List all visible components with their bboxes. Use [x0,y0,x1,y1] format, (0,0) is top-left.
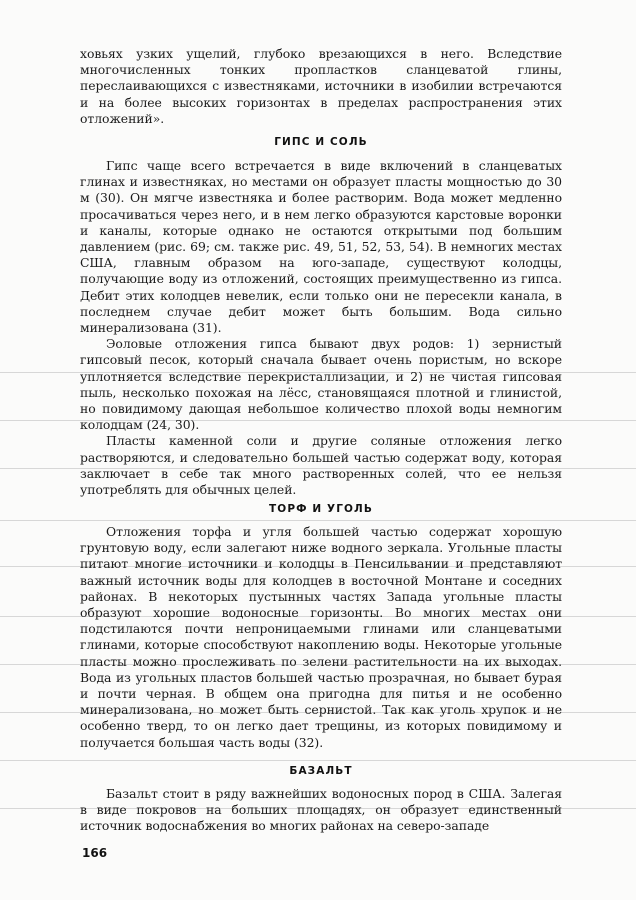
section-heading-peat-coal: ТОРФ И УГОЛЬ [269,503,373,515]
scan-line [0,760,636,761]
scan-line [0,520,636,521]
intro-text [80,46,562,127]
paragraph: Гипс чаще всего встречается в виде включений в сланцеватых глинах и известняках, но местами он образует пласты мощностью до 30 м (30). Он мягче известняка и более растворим. Вода может медленно просачиваться через него, и в нем легко образуются карстовые воронки и каналы, которые однако не остаются открытыми под большим давлением (рис. 69; см. также рис. 49, 51, 52, 53, 54). В немногих местах США, главным образом на юго-западе, существуют колодцы, получающие воду из отложений, состоящих преимущественно из гипса. Дебит этих колодцев невелик, если только они не пересекли канала, в последнем случае дебит может быть большим. Вода сильно минерализована (31). [80,158,562,336]
section-heading-basalt: БАЗАЛЬТ [289,765,353,777]
section-body-peat-coal [80,524,562,751]
paragraph: Эоловые отложения гипса бывают двух родов: 1) зернистый гипсовый песок, который сначала бывает очень пористым, но вскоре уплотняется вследствие перекристаллизации, и 2) не чистая гипсовая пыль, несколько похожая на лёсс, становящаяся плотной и глинистой, но повидимому дающая небольшое количество плохой воды немногим колодцам (24, 30). [80,336,562,433]
paragraph: Пласты каменной соли и другие соляные отложения легко растворяются, и следовательно большей частью содержат воду, которая заключает в себе так много растворенных солей, что ее нельзя употреблять для обычных целей. [80,433,562,498]
paragraph: ховьях узких ущелий, глубоко врезающихся в него. Вследствие многочисленных тонких пропластков сланцеватой глины, переслаивающихся с известняками, источники в изобилии встречаются и на более высоких горизонтах в пределах распространения этих отложений». [80,46,562,126]
section-heading-gypsum-salt: ГИПС И СОЛЬ [274,136,368,148]
paragraph: Отложения торфа и угля большей частью содержат хорошую грунтовую воду, если залегают ниже водного зеркала. Угольные пласты питают многие источники и колодцы в Пенсильвании и представляют важный источник воды для колодцев в восточной Монтане и соседних районах. В некоторых пустынных частях Запада угольные пласты образуют хорошие водоносные горизонты. Во многих местах они подстилаются почти непроницаемыми глинами или сланцеватыми глинами, которые способствуют накоплению воды. Некоторые угольные пласты можно прослеживать по зелени растительности на их выходах. Вода из угольных пластов большей частью прозрачная, но бывает бурая и почти черная. В общем она пригодна для питья и не особенно минерализована, но может быть сернистой. Так как уголь хрупок и не особенно тверд, то он легко дает трещины, из которых повидимому и получается большая часть воды (32). [80,524,562,750]
section-body-gypsum-salt [80,158,562,498]
section-body-basalt [80,786,562,835]
paragraph: Базальт стоит в ряду важнейших водоносных пород в США. Залегая в виде покровов на больших площадях, он образует единственный источник водоснабжения во многих районах на северо-западе [80,786,562,834]
page-number: 166 [82,846,108,860]
